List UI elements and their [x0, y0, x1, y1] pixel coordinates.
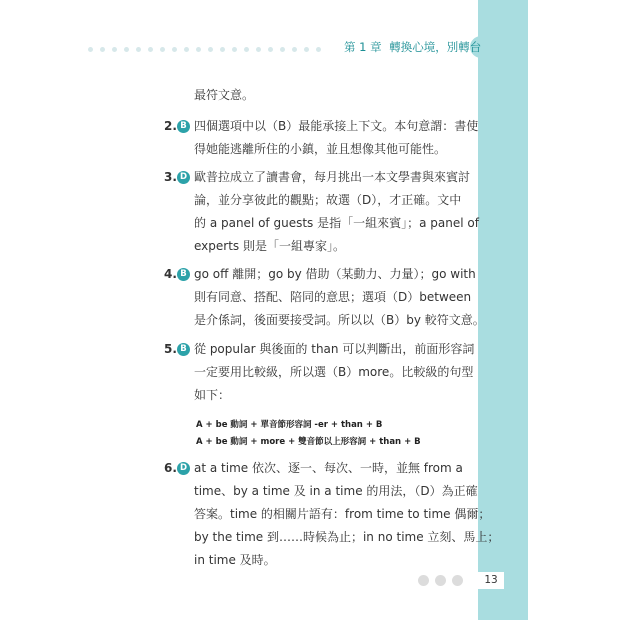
text-line: by the time 到……時候為止；in no time 立刻、馬上；: [194, 530, 500, 544]
text-line: 從 popular 與後面的 than 可以判斷出，前面形容詞: [194, 342, 475, 356]
item-number: 3.: [164, 170, 177, 184]
answer-badge: D: [177, 462, 190, 475]
comparative-formula: A + be 動詞 + more + 雙音節以上形容詞 + than + B: [196, 437, 421, 447]
item-number: 5.: [164, 342, 177, 356]
text-line: at a time 依次、逐一、每次、一時，並無 from a: [194, 461, 463, 475]
item-4-explanation: [194, 263, 485, 332]
answer-badge: B: [177, 120, 190, 133]
item-2-explanation: [194, 115, 478, 161]
header-dot-rule: [88, 47, 338, 53]
item-number: 6.: [164, 461, 177, 475]
text-line: in time 及時。: [194, 553, 276, 567]
answer-badge: D: [177, 171, 190, 184]
intro-paragraph: [194, 84, 254, 107]
text-line: go off 離開；go by 借助（某動力、力量）；go with: [194, 267, 476, 281]
answer-badge: B: [177, 343, 190, 356]
page-number: 13: [478, 572, 504, 589]
text-line: 則有同意、搭配、陪同的意思；選項（D）between: [194, 290, 472, 304]
text-line: time、by a time 及 in a time 的用法，（D）為正確: [194, 484, 478, 498]
item-6-explanation: [194, 457, 499, 572]
text-line: experts 則是「一組專家」。: [194, 239, 345, 253]
item-number: 2.: [164, 119, 177, 133]
item-3-explanation: [194, 166, 479, 258]
item-number: 4.: [164, 267, 177, 281]
chapter-heading: [344, 38, 482, 56]
text-line: 最符文意。: [194, 88, 255, 102]
text-line: 是介係詞，後面要接受詞。所以以（B）by 較符文意。: [194, 313, 485, 327]
text-line: 一定要用比較級，所以選（B）more。比較級的句型: [194, 365, 474, 379]
text-line: 答案。time 的相關片語有：from time to time 偶爾；: [194, 507, 491, 521]
comparative-formula: A + be 動詞 + 單音節形容詞 -er + than + B: [196, 420, 383, 430]
text-line: 得她能逃離所住的小鎮，並且想像其他可能性。: [194, 142, 447, 156]
text-line: 四個選項中以（B）最能承接上下文。本句意謂：書使: [194, 119, 479, 133]
answer-badge: B: [177, 268, 190, 281]
chapter-number: 第 1 章: [344, 40, 382, 54]
text-line: 的 a panel of guests 是指「一組來賓」；a panel of: [194, 216, 479, 230]
text-line: 論，並分享彼此的觀點；故選（D），才正確。文中: [194, 193, 462, 207]
item-5-explanation: [194, 338, 474, 407]
chapter-title: 轉換心境，別轉台: [389, 40, 482, 54]
text-line: 歐普拉成立了讀書會，每月挑出一本文學書與來賓討: [194, 170, 471, 184]
footer-dots: [418, 575, 463, 586]
text-line: 如下：: [194, 388, 231, 402]
